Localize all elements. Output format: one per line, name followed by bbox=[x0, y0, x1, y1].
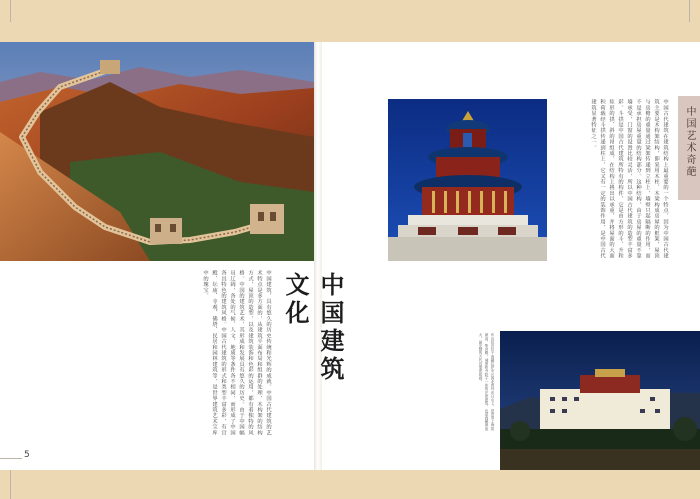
crop-mark-bottom-left-v bbox=[10, 470, 12, 499]
feature-body-text: 中国古代建筑在建筑结构上最重要的一个特点，因为中国古代建筑主要是木构架结构，即采用木柱、木梁构成房屋的框架，屋顶与房檐的重量通过梁架传递到立柱上，墙壁只起隔断的作用，而不是承担房屋重量的结构部分。这种结构，由于房屋的重量不靠墙承受，门窗的设置比较灵活，所以中国古代建筑的造型丰富多彩。斗拱是中国古代建筑所特有的构件，它是由方形的斗、升和矩形的拱、斜的昂组成，在结构上挑出以承重，并将屋面的大面积荷载经斗拱传递到柱上，它又有一定的装饰作用，是中国古代建筑显著特征之一。 bbox=[590, 99, 668, 259]
crop-mark-bottom-left bbox=[0, 458, 22, 460]
page-number: 5 bbox=[24, 450, 30, 460]
crop-mark-top-right bbox=[689, 0, 691, 22]
photo-caption: 布达拉宫位于西藏拉萨市区西北的玛布日山上，是世界上海拔最高，集宫殿、城堡和寺院于一体的宏伟建筑，也是西藏最庞大、最完整的古代宫堡建筑群。 bbox=[479, 333, 495, 431]
intro-body-text: 中国建筑，具有悠久的历史传统和光辉的成就。中国古代建筑的艺术特点是多方面的，从建筑平面布局和组群的处理，木构架的结构方式，屋顶的造型，以及建筑装饰和色彩的运用，都有着独特的风格。中国的建筑艺术，其形成和发展具有悠久的历史。由于中国幅员辽阔，各处的气候、人文、地质等条件各不相同，而形成了中国各具特色的建筑风格。中国古代建筑的形式和类型丰富多彩，有宫殿、坛庙、寺观、佛塔、民居和园林建筑等，是世界建筑艺术宝库中的瑰宝。 bbox=[202, 270, 271, 436]
article-title: 中国建筑文化 bbox=[281, 272, 345, 384]
book-gutter bbox=[314, 42, 322, 470]
great-wall-photo bbox=[0, 42, 314, 261]
section-tab-label: 中国艺术奇葩 bbox=[684, 106, 695, 178]
potala-palace-photo bbox=[500, 331, 700, 470]
crop-mark-top-left bbox=[10, 0, 12, 22]
section-tab bbox=[678, 96, 700, 200]
temple-of-heaven-photo bbox=[388, 99, 547, 261]
